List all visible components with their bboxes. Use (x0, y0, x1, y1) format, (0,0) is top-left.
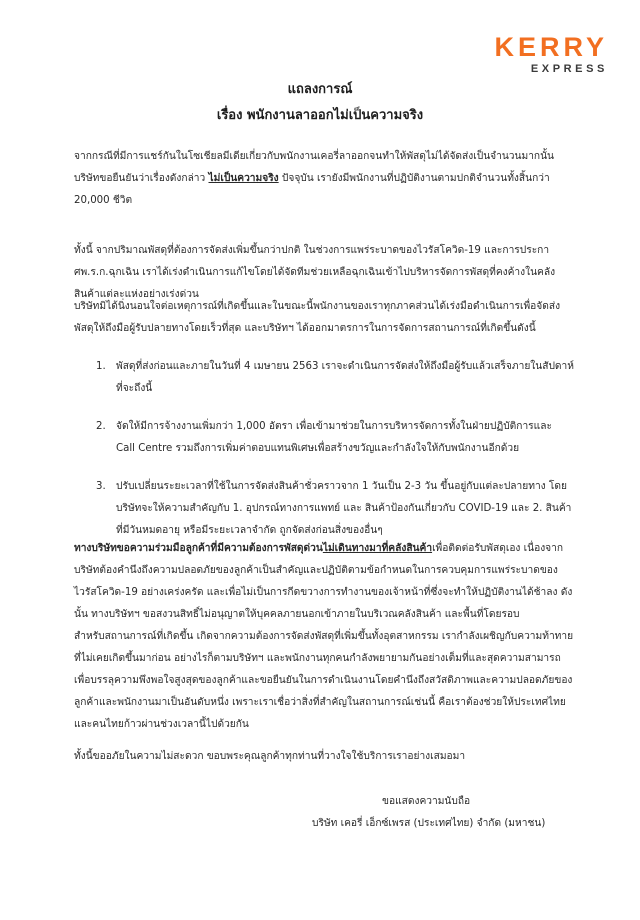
paragraph-warehouse-request (74, 538, 574, 626)
warehouse-request-underline: ไม่เดินทางมาที่คลังสินค้า (322, 543, 433, 554)
paragraph-situation: ทั้งนี้ จากปริมาณพัสดุที่ต้องการจัดส่งเพิ่มขึ้นกว่าปกติ ในช่วงการแพร่ระบาดของไวรัสโควิด-19 และการประกาศพ.ร.ก.ฉุกเฉิน เราได้เร่งดำเนินการแก้ไขโดยได้จัดทีมช่วยเหลือฉุกเฉินเข้าไปบริหารจัดการพัสดุที่คงค้างในคลังสินค้าแต่ละแห่งอย่างเร่งด่วน (74, 245, 556, 300)
measure-number: 2. (96, 421, 106, 432)
signature-company: บริษัท เคอรี่ เอ็กซ์เพรส (ประเทศไทย) จำกัด (มหาชน) (312, 818, 546, 829)
paragraph-denial-text-b: ปัจจุบัน เรายังมีพนักงานที่ปฏิบัติงานตามปกติจำนวนทั้งสิ้นกว่า 20,000 ชีวิต (74, 173, 550, 206)
paragraph-denial (74, 146, 574, 212)
document-subject: เรื่อง พนักงานลาออกไม่เป็นความจริง (216, 108, 424, 123)
measure-item (96, 416, 574, 460)
warehouse-request-bold: ทางบริษัทขอความร่วมมือลูกค้าที่มีความต้องการพัสดุด่วน (74, 543, 323, 554)
paragraph-commitment: สำหรับสถานการณ์ที่เกิดขึ้น เกิดจากความต้องการจัดส่งพัสดุที่เพิ่มขึ้นทั้งอุตสาหกรรม เรากำลังเผชิญกับความท้าทายที่ไม่เคยเกิดขึ้นมาก่อน อย่างไรก็ตามบริษัทฯ และพนักงานทุกคนกำลังพยายามกันอย่างเต็มที่และสุดความสามารถเพื่อบรรลุความพึงพอใจสูงสุดของลูกค้าและขอยืนยันในการดำเนินงานโดยคำนึงถึงสวัสดิภาพและความปลอดภัยของลูกค้าและพนักงานมาเป็นอันดับหนึ่ง เพราะเราเชื่อว่าสิ่งที่สำคัญในสถานการณ์เช่นนี้ คือเราต้องช่วยให้ประเทศไทยและคนไทยก้าวผ่านช่วงเวลานี้ไปด้วยกัน (74, 631, 574, 730)
kerry-express-logo (494, 34, 608, 75)
paragraph-measures-intro: บริษัทมิได้นิ่งนอนใจต่อเหตุการณ์ที่เกิดขึ้นและในขณะนี้พนักงานของเราทุกภาคส่วนได้เร่งมือดำเนินการเพื่อจัดส่งพัสดุให้ถึงมือผู้รับปลายทางโดยเร็วที่สุด และบริษัทฯ ได้ออกมาตรการในการจัดการสถานการณ์ที่เกิดขึ้นดังนี้ (74, 301, 561, 334)
logo-wordmark: KERRY (494, 32, 608, 62)
signature-closing: ขอแสดงความนับถือ (382, 796, 471, 807)
measure-item (96, 356, 574, 400)
paragraph-denial-text-a: จากกรณีที่มีการแชร์กันในโซเชียลมีเดียเกี่ยวกับพนักงานเคอรี่ลาออกจนทำให้พัสดุไม่ได้จัดส่งเป็นจำนวนมากนั้น บริษัทขอยืนยันว่าเรื่องดังกล่าว (74, 151, 555, 184)
measure-text: จัดให้มีการจ้างงานเพิ่มกว่า 1,000 อัตรา เพื่อเข้ามาช่วยในการบริหารจัดการทั้งในฝ่ายปฏิบัติการและ Call Centre รวมถึงการเพิ่มค่าตอบแทนพิเศษเพื่อสร้างขวัญและกำลังใจให้กับพนักงานอีกด้วย (116, 421, 552, 454)
document-title: แถลงการณ์ (287, 82, 353, 97)
measure-number: 1. (96, 361, 106, 372)
measure-text: ปรับเปลี่ยนระยะเวลาที่ใช้ในการจัดส่งสินค้าชั่วคราวจาก 1 วันเป็น 2-3 วัน ขึ้นอยู่กับแต่ละปลายทาง โดยบริษัทจะให้ความสำคัญกับ 1. อุปกรณ์ทางการแพทย์ และ สินค้าป้องกันเกี่ยวกับ COVID-19 และ 2. สินค้าที่มีวันหมดอายุ หรือมีระยะเวลาจำกัด ถูกจัดส่งก่อนสิ่งของอื่นๆ (116, 481, 572, 536)
logo-subtitle: EXPRESS (530, 63, 608, 75)
paragraph-apology: ทั้งนี้ขออภัยในความไม่สะดวก ขอบพระคุณลูกค้าทุกท่านที่วางใจใช้บริการเราอย่างเสมอมา (74, 751, 466, 762)
paragraph-denial-emphasis: ไม่เป็นความจริง (208, 173, 279, 184)
measure-item (96, 476, 574, 542)
measure-number: 3. (96, 481, 106, 492)
warehouse-request-text: เพื่อติดต่อรับพัสดุเอง เนื่องจากบริษัทต้องคำนึงถึงความปลอดภัยของลูกค้าเป็นสำคัญและปฏิบัติตามข้อกำหนดในการควบคุมการแพร่ระบาดของไวรัสโควิด-19 อย่างเคร่งครัด และเพื่อไม่เป็นการกีดขวางการทำงานของเจ้าหน้าที่ซึ่งจะทำให้ปฏิบัติงานได้ช้าลง ดังนั้น ทางบริษัทฯ ขอสงวนสิทธิ์ไม่อนุญาตให้บุคคลภายนอกเข้าภายในบริเวณคลังสินค้า และพื้นที่โดยรอบ (74, 543, 573, 620)
measure-text: พัสดุที่ส่งก่อนและภายในวันที่ 4 เมษายน 2563 เราจะดำเนินการจัดส่งให้ถึงมือผู้รับแล้วเสร็จภายในสัปดาห์ที่จะถึงนี้ (116, 361, 574, 394)
